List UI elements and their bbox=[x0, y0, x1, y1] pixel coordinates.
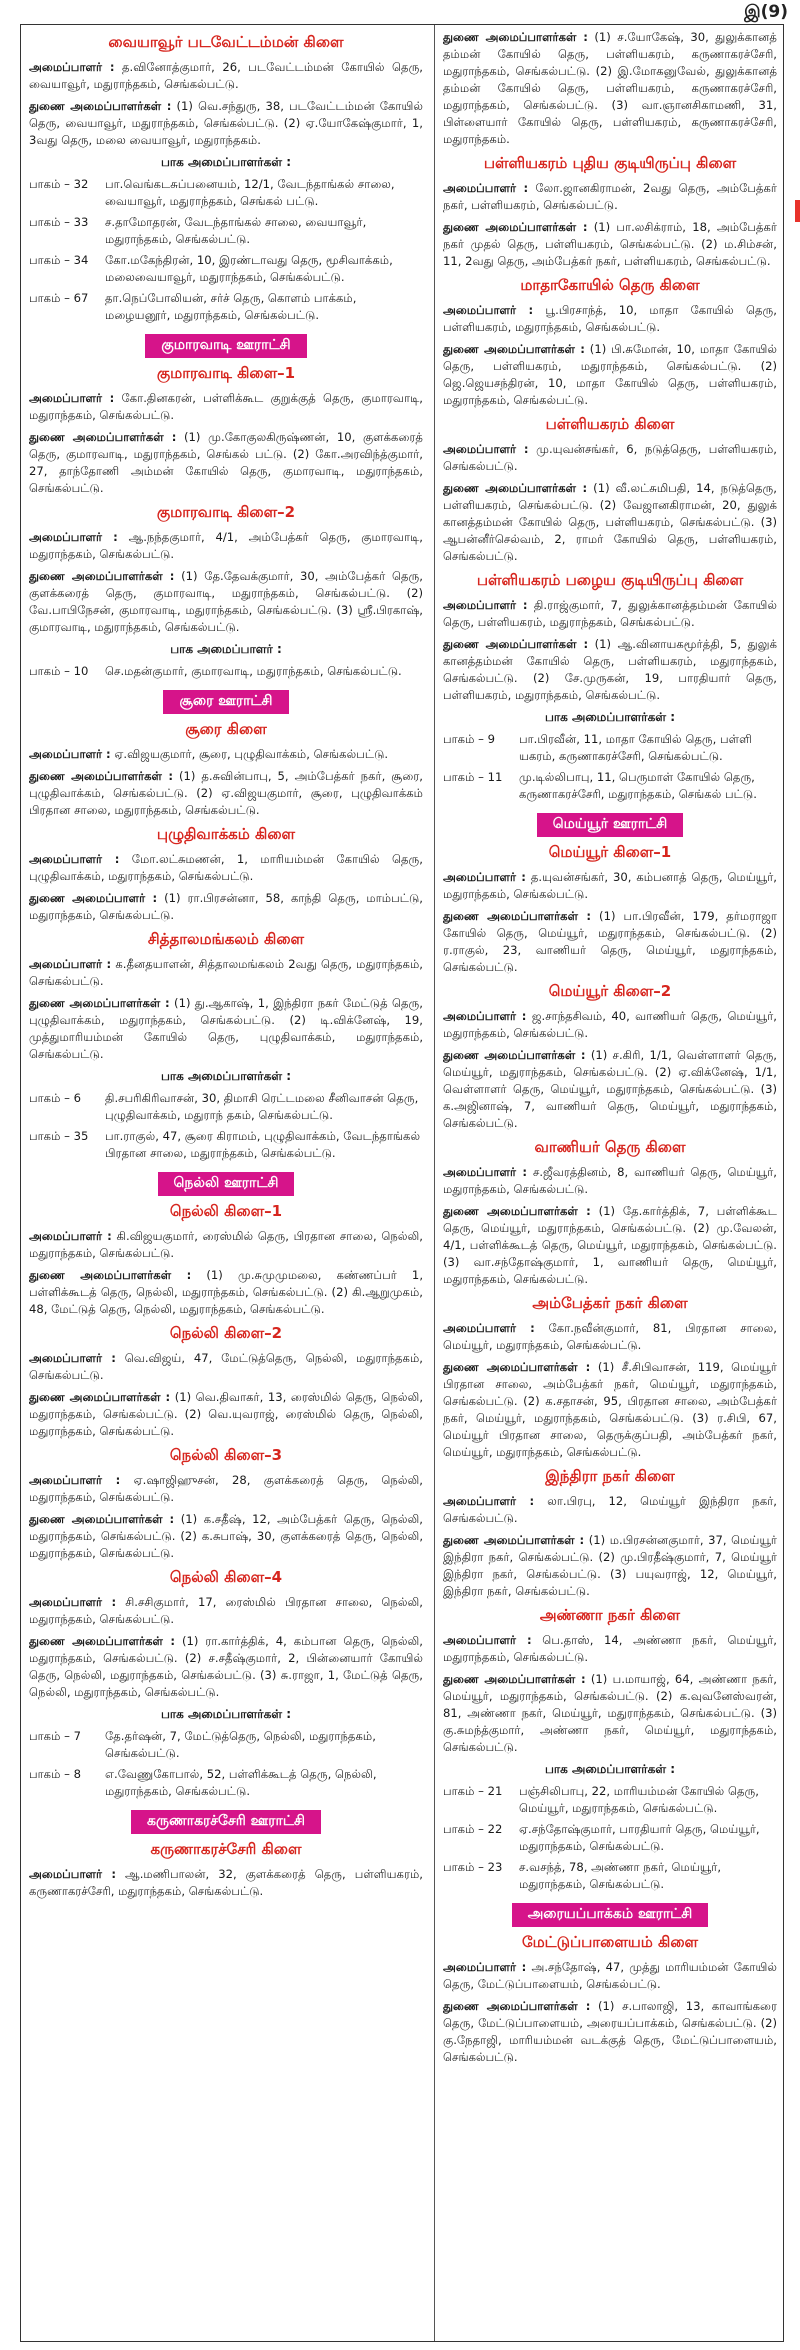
booth-row bbox=[443, 1783, 777, 1817]
booth-number: பாகம் – 21 bbox=[443, 1784, 503, 1798]
member-details: (1) மு.சுமுமுமலை, கண்ணப்பர் 1, பள்ளிக்கூடத் தெரு, நெல்லி, மதுராந்தகம், செங்கல்பட்டு. (2) கி.ஆறுமுகம், 48, மேட்டுத் தெரு, நெல்லி, மதுராந்தகம், செங்கல்பட்டு. bbox=[29, 1268, 423, 1316]
branch-title: வையாவூர் படவேட்டம்மன் கிளை bbox=[108, 33, 344, 51]
member-details: (1) ச.யோகேஷ், 30, துலுக்கானத் தம்மன் கோயில் தெரு, பள்ளியகரம், கருணாகரச்சேரி, மதுராந்தகம், செங்கல்பட்டு. (2) இ.மோகனுவேல், துலுக்கானத் தம்மன் கோயில் தெரு, பள்ளியகரம், கருணாகரச்சேரி, மதுராந்தகம், செங்கல்பட்டு. (3) வா.ஞானசிகாமணி, 31, பிள்ளையார் கோயில் தெரு, பள்ளியகரம், கருணாகரச்சேரி, மதுராந்தகம். bbox=[443, 30, 777, 146]
branch-section bbox=[443, 276, 777, 409]
branch-title: சூரை கிளை bbox=[185, 720, 267, 738]
booth-row bbox=[29, 1728, 423, 1762]
booth-organizer: ஏ.சந்தோஷ்குமார், பாரதியார் தெரு, மெய்யூர், மதுராந்தகம், செங்கல்பட்டு. bbox=[519, 1822, 760, 1853]
role-label: துணை அமைப்பாளர்கள் : bbox=[443, 220, 588, 234]
role-label: துணை அமைப்பாளர்கள் : bbox=[29, 1268, 192, 1282]
member-details: மோ.லட்சுமணன், 1, மாரியம்மன் கோயில் தெரு, புழுதிவாக்கம், மதுராந்தகம், செங்கல்பட்டு. bbox=[29, 852, 423, 883]
member-details: கி.விஜயகுமார், ரைஸ்மில் தெரு, பிரதான சாலை, நெல்லி, மதுராந்தகம், செங்கல்பட்டு. bbox=[29, 1229, 423, 1260]
role-label: துணை அமைப்பாளர்கள் : bbox=[443, 342, 585, 356]
branch-section bbox=[29, 334, 423, 497]
role-label: துணை அமைப்பாளர்கள் : bbox=[29, 569, 175, 583]
member-entry bbox=[443, 1320, 777, 1354]
branch-title: நெல்லி கிளை–3 bbox=[169, 1446, 283, 1464]
role-label: அமைப்பாளர் : bbox=[443, 1633, 532, 1647]
member-entry bbox=[29, 1350, 423, 1384]
booth-number: பாகம் – 33 bbox=[29, 215, 89, 229]
role-label: துணை அமைப்பாளர்கள் : bbox=[443, 481, 588, 495]
member-entry bbox=[29, 956, 423, 990]
top-strip bbox=[0, 0, 800, 24]
branch-title: சித்தாலமங்கலம் கிளை bbox=[147, 930, 305, 948]
role-label: அமைப்பாளர் : bbox=[443, 598, 528, 612]
booth-organizer: ச.வசந்த், 78, அண்ணா நகர், மெய்யூர், மதுராந்தகம், செங்கல்பட்டு. bbox=[519, 1860, 722, 1891]
branch-section bbox=[29, 503, 423, 680]
role-label: அமைப்பாளர் : bbox=[29, 1229, 112, 1243]
member-entry bbox=[443, 1632, 777, 1666]
member-entry bbox=[443, 480, 777, 565]
booth-number: பாகம் – 23 bbox=[443, 1860, 503, 1874]
side-tab-marker bbox=[795, 200, 800, 222]
booth-organizer: மு.டில்லிபாபு, 11, பெருமாள் கோயில் தெரு, கருணாகரச்சேரி, மதுராந்தகம், செங்கல் பட்டு. bbox=[519, 770, 757, 801]
branch-section bbox=[29, 1446, 423, 1562]
branch-title: மெய்யூர் கிளை–2 bbox=[548, 982, 672, 1000]
member-entry bbox=[29, 390, 423, 424]
booth-row bbox=[29, 176, 423, 210]
branch-section bbox=[29, 825, 423, 924]
member-entry bbox=[29, 1866, 423, 1900]
member-details: சி.சசிகுமார், 17, ரைஸ்மில் பிரதான சாலை, நெல்லி, மதுராந்தகம், செங்கல்பட்டு. bbox=[29, 1595, 423, 1626]
booth-number: பாகம் – 6 bbox=[29, 1091, 81, 1105]
role-label: அமைப்பாளர் : bbox=[443, 303, 534, 317]
booth-row bbox=[443, 1821, 777, 1855]
member-details: கோ.நவீன்குமார், 81, பிரதான சாலை, மெய்யூர், மதுராந்தகம், செங்கல்பட்டு. bbox=[443, 1321, 777, 1352]
member-entry bbox=[29, 851, 423, 885]
role-label: துணை அமைப்பாளர்கள் : bbox=[29, 1512, 175, 1526]
booth-heading: பாக அமைப்பாளர்கள் : bbox=[160, 1707, 292, 1721]
role-label: துணை அமைப்பாளர்கள் : bbox=[443, 30, 588, 44]
branch-section bbox=[443, 29, 777, 148]
branch-section bbox=[29, 1810, 423, 1900]
member-details: மு.யுவன்சங்கர், 6, நடுத்தெரு, பள்ளியகரம், செங்கல்பட்டு. bbox=[443, 442, 777, 473]
member-entry bbox=[443, 1532, 777, 1600]
member-entry bbox=[29, 1633, 423, 1701]
booth-heading: பாக அமைப்பாளர்கள் : bbox=[544, 1762, 676, 1776]
booth-number: பாகம் – 22 bbox=[443, 1822, 503, 1836]
booth-organizer: தி.சபரிகிரிவாசன், 30, திமாசி ரெட்டமலை சீனிவாசன் தெரு, புழுதிவாக்கம், மதுராந் தகம், செங்கல்பட்டு. bbox=[105, 1091, 419, 1122]
member-entry bbox=[443, 1359, 777, 1461]
role-label: துணை அமைப்பாளர்கள் : bbox=[29, 430, 177, 444]
member-details: (1) ரா.கார்த்திக், 4, கம்பான தெரு, நெல்லி, மதுராந்தகம், செங்கல்பட்டு. (2) ச.சதீஷ்குமார், 2, பின்னையார் கோயில் தெரு, நெல்லி, மதுராந்தகம், செங்கல்பட்டு. (3) சு.ராஜா, 1, மேட்டுத் தெரு, நெல்லி, மதுராந்தகம், செங்கல்பட்டு. bbox=[29, 1634, 423, 1699]
member-details: ஆ.நந்தகுமார், 4/1, அம்பேத்கர் தெரு, குமாரவாடி, மதுராந்தகம், செங்கல்பட்டு. bbox=[29, 530, 423, 561]
role-label: துணை அமைப்பாளர்கள் : bbox=[29, 769, 173, 783]
booth-row bbox=[443, 1859, 777, 1893]
booth-row bbox=[29, 1128, 423, 1162]
member-details: (1) ச.கிரி, 1/1, வெள்ளாளர் தெரு, மெய்யூர், மதுராந்தகம், செங்கல்பட்டு. (2) ஏ.விக்னேஷ், 1/1, வெள்ளாளர் தெரு, மெய்யூர், மதுராந்தகம், செங்கல்பட்டு. (3) க.அஜினாஷ், 7, வாணியர் தெரு, மெய்யூர், மதுராந்தகம், செங்கல்பட்டு. bbox=[443, 1048, 777, 1130]
booth-organizer: தா.நெப்போலியன், சர்ச் தெரு, கொளம் பாக்கம், மழையனூர், மதுராந்தகம், செங்கல்பட்டு. bbox=[105, 291, 357, 322]
role-label: அமைப்பாளர் : bbox=[29, 957, 112, 971]
member-details: (1) ப.மாயாஜ், 64, அண்ணா நகர், மெய்யூர், மதுராந்தகம், செங்கல்பட்டு. (2) க.வுவனேஸ்வரன், 81, அண்ணா நகர், மெய்யூர், மதுராந்தகம், செங்கல்பட்டு. (3) கு.சுமந்த்குமார், அண்ணா நகர், மெய்யூர், மதுராந்தகம், செங்கல்பட்டு. bbox=[443, 1672, 777, 1754]
newspaper-page bbox=[20, 24, 784, 2342]
member-details: (1) வெ.சந்துரு, 38, படவேட்டம்மன் கோயில் தெரு, வையாவூர், மதுராந்தகம், செங்கல்பட்டு. (2) ஏ.யோகேஷ்குமார், 1, 3வது தெரு, மலை வையாவூர், மதுராந்தகம். bbox=[29, 99, 423, 147]
booth-number: பாகம் – 8 bbox=[29, 1767, 81, 1781]
branch-section bbox=[29, 690, 423, 819]
member-details: ஏ.ஷாஜிஹுசன், 28, குளக்கரைத் தெரு, நெல்லி, மதுராந்தகம், செங்கல்பட்டு. bbox=[29, 1473, 423, 1504]
member-details: (1) பி.சுமோன், 10, மாதா கோயில் தெரு, பள்ளியகரம், மதுராந்தகம், செங்கல்பட்டு. (2) ஜெ.ஜெயசந்திரன், 10, மாதா கோயில் தெரு, பள்ளியகரம், மதுராந்தகம், செங்கல்பட்டு. bbox=[443, 342, 777, 407]
member-entry bbox=[29, 568, 423, 636]
booth-number: பாகம் – 11 bbox=[443, 770, 503, 784]
role-label: துணை அமைப்பாளர்கள் : bbox=[29, 1634, 175, 1648]
role-label: அமைப்பாளர் : bbox=[29, 1595, 117, 1609]
member-details: லோ.ஜானகிராமன், 2வது தெரு, அம்பேத்கர் நகர், பள்ளியகரம், செங்கல்பட்டு. bbox=[443, 181, 777, 212]
branch-section bbox=[443, 982, 777, 1132]
member-entry bbox=[29, 995, 423, 1063]
member-entry bbox=[29, 1511, 423, 1562]
booth-number: பாகம் – 9 bbox=[443, 732, 495, 746]
member-details: (1) து.ஆகாஷ், 1, இந்திரா நகர் மேட்டுத் தெரு, புழுதிவாக்கம், மதுராந்தகம், செங்கல்பட்டு. (2) டி.விக்னேஷ், 19, முத்துமாரியம்மன் கோயில் தெரு, புழுதிவாக்கம், மதுராந்தகம், செங்கல்பட்டு. bbox=[29, 996, 423, 1061]
booth-number: பாகம் – 7 bbox=[29, 1729, 81, 1743]
panchayat-heading: நெல்லி ஊராட்சி bbox=[158, 1172, 295, 1196]
member-details: (1) த.சுவின்பாபு, 5, அம்பேத்கர் நகர், சூரை, புழுதிவாக்கம், செங்கல்பட்டு. (2) ஏ.விஜயகுமார், சூரை, புழுதிவாக்கம் பிரதான சாலை, மதுராந்தகம், செங்கல்பட்டு. bbox=[29, 769, 423, 817]
booth-row bbox=[443, 769, 777, 803]
branch-title: அம்பேத்கர் நகர் கிளை bbox=[532, 1294, 688, 1312]
branch-section bbox=[443, 813, 777, 976]
booth-heading: பாக அமைப்பாளர் : bbox=[170, 642, 282, 656]
member-details: த.யுவன்சங்கர், 30, கம்பனாத் தெரு, மெய்யூர், மதுராந்தகம், செங்கல்பட்டு. bbox=[443, 870, 777, 901]
role-label: அமைப்பாளர் : bbox=[443, 1494, 535, 1508]
member-details: க.தீனதயாளன், சித்தாலமங்கலம் 2வது தெரு, மதுராந்தகம், செங்கல்பட்டு. bbox=[29, 957, 423, 988]
branch-title: மெய்யூர் கிளை–1 bbox=[548, 843, 672, 861]
member-details: பூ.பிரசாந்த், 10, மாதா கோயில் தெரு, பள்ளியகரம், மதுராந்தகம், செங்கல்பட்டு. bbox=[443, 303, 777, 334]
branch-section bbox=[29, 1172, 423, 1318]
role-label: துணை அமைப்பாளர்கள் : bbox=[29, 996, 170, 1010]
member-details: ச.ஜீவரத்தினம், 8, வாணியர் தெரு, மெய்யூர், மதுராந்தகம், செங்கல்பட்டு. bbox=[443, 1165, 777, 1196]
member-details: அ.சந்தோஷ், 47, முத்து மாரியம்மன் கோயில் தெரு, மேட்டுப்பாளையம், செங்கல்பட்டு. bbox=[443, 1960, 777, 1991]
member-details: (1) வெ.திவாகர், 13, ரைஸ்மில் தெரு, நெல்லி, மதுராந்தகம், செங்கல்பட்டு. (2) வெ.யுவராஜ், ரைஸ்மில் தெரு, நெல்லி, மதுராந்தகம், செங்கல்பட்டு. bbox=[29, 1390, 423, 1438]
booth-row bbox=[29, 663, 423, 680]
member-entry bbox=[29, 1594, 423, 1628]
member-details: (1) ச.பாலாஜி, 13, காவாங்கரை தெரு, மேட்டுப்பாளையம், அரையப்பாக்கம், செங்கல்பட்டு. (2) கு.நேதாஜி, மாரியம்மன் வடக்குத் தெரு, மேட்டுப்பாளையம், செங்கல்பட்டு. bbox=[443, 1999, 777, 2064]
member-details: த.வினோத்குமார், 26, படவேட்டம்மன் கோயில் தெரு, வையாவூர், மதுராந்தகம், செங்கல்பட்டு. bbox=[29, 60, 423, 91]
panchayat-heading: குமாரவாடி ஊராட்சி bbox=[145, 334, 306, 358]
member-details: வெ.விஜய், 47, மேட்டுத்தெரு, நெல்லி, மதுராந்தகம், செங்கல்பட்டு. bbox=[29, 1351, 423, 1382]
branch-section bbox=[443, 571, 777, 803]
member-details: (1) சீ.சிபிவாசன், 119, மெய்யூர் பிரதான சாலை, அம்பேத்கர் நகர், மெய்யூர், மதுராந்தகம், செங்கல்பட்டு. (2) க.சதாசன், 95, பிரதான சாலை, அம்பேத்கர் நகர், மெய்யூர், மதுராந்தகம், செங்கல்பட்டு. (3) ர.சிபி, 67, மெய்யூர் பிரதான சாலை, தெருக்குப்பதி, அம்பேத்கர் நகர், மெய்யூர், மதுராந்தகம், செங்கல்பட்டு. bbox=[443, 1360, 777, 1459]
member-details: (1) ம.பிரசன்னகுமார், 37, மெய்யூர் இந்திரா நகர், செங்கல்பட்டு. (2) மு.பிரதீஷ்குமார், 7, மெய்யூர் இந்திரா நகர், செங்கல்பட்டு. (3) பயுவராஜ், 12, மெய்யூர், இந்திரா நகர், செங்கல்பட்டு. bbox=[443, 1533, 777, 1598]
role-label: துணை அமைப்பாளர்கள் : bbox=[443, 1204, 591, 1218]
role-label: அமைப்பாளர் : bbox=[29, 747, 111, 761]
member-entry bbox=[443, 869, 777, 903]
member-entry bbox=[29, 1228, 423, 1262]
member-entry bbox=[443, 341, 777, 409]
role-label: துணை அமைப்பாளர்கள் : bbox=[443, 1360, 591, 1374]
branch-section bbox=[29, 1324, 423, 1440]
member-details: ஏ.விஜயகுமார், சூரை, புழுதிவாக்கம், செங்கல்பட்டு. bbox=[110, 747, 389, 761]
booth-number: பாகம் – 10 bbox=[29, 664, 89, 678]
member-entry bbox=[29, 890, 423, 924]
role-label: அமைப்பாளர் : bbox=[29, 1473, 121, 1487]
member-entry bbox=[443, 1203, 777, 1288]
branch-section bbox=[443, 1903, 777, 2066]
panchayat-heading: அரையப்பாக்கம் ஊராட்சி bbox=[512, 1903, 709, 1927]
booth-row bbox=[29, 214, 423, 248]
branch-section bbox=[29, 33, 423, 324]
member-entry bbox=[29, 746, 423, 763]
member-details: பெ.தாஸ், 14, அண்ணா நகர், மெய்யூர், மதுராந்தகம், செங்கல்பட்டு. bbox=[443, 1633, 777, 1664]
role-label: துணை அமைப்பாளர்கள் : bbox=[29, 1390, 171, 1404]
member-details: ஜ.சாந்தசிவம், 40, வாணியர் தெரு, மெய்யூர், மதுராந்தகம், செங்கல்பட்டு. bbox=[443, 1009, 777, 1040]
role-label: அமைப்பாளர் : bbox=[443, 1321, 535, 1335]
role-label: அமைப்பாளர் : bbox=[443, 181, 529, 195]
member-entry bbox=[443, 29, 777, 148]
role-label: அமைப்பாளர் : bbox=[29, 391, 115, 405]
member-entry bbox=[29, 1472, 423, 1506]
member-entry bbox=[443, 597, 777, 631]
branch-title: அண்ணா நகர் கிளை bbox=[539, 1606, 681, 1624]
booth-row bbox=[29, 252, 423, 286]
branch-section bbox=[443, 1606, 777, 1893]
member-details: (1) பா.பிரவீன், 179, தர்மராஜா கோயில் தெரு, மெய்யூர், மதுராந்தகம், செங்கல்பட்டு. (2) ர.ராகுல், 23, வாணியர் தெரு, மெய்யூர், மதுராந்தகம், செங்கல்பட்டு. bbox=[443, 909, 777, 974]
role-label: துணை அமைப்பாளர்கள் : bbox=[29, 99, 172, 113]
member-details: (1) பா.லசிக்ராம், 18, அம்பேத்கர் நகர் முதல் தெரு, பள்ளியகரம், செங்கல்பட்டு. (2) ம.சிம்சன், 11, 2வது தெரு, அம்பேத்கர் நகர், பள்ளியகரம், செங்கல்பட்டு. bbox=[443, 220, 777, 268]
branch-section bbox=[443, 1138, 777, 1288]
booth-row bbox=[29, 290, 423, 324]
booth-organizer: செ.மதன்குமார், குமாரவாடி, மதுராந்தகம், செங்கல்பட்டு. bbox=[105, 664, 402, 678]
booth-number: பாகம் – 32 bbox=[29, 177, 89, 191]
panchayat-heading: சூரை ஊராட்சி bbox=[163, 690, 288, 714]
right-column bbox=[443, 29, 777, 2341]
role-label: அமைப்பாளர் : bbox=[29, 852, 120, 866]
booth-organizer: தே.தர்ஷன், 7, மேட்டுத்தெரு, நெல்லி, மதுராந்தகம், செங்கல்பட்டு. bbox=[105, 1729, 376, 1760]
booth-organizer: ச.தாமோதரன், வேடந்தாங்கல் சாலை, வையாவூர், மதுராந்தகம், செங்கல்பட்டு. bbox=[105, 215, 367, 246]
member-details: (1) தே.தேவக்குமார், 30, அம்பேத்கர் தெரு, குளக்கரைத் தெரு, குமாரவாடி, மதுராந்தகம், செங்கல்பட்டு. (2) வே.பாபிநேசன், குமாரவாடி, மதுராந்தகம், செங்கல்பட்டு. (3) ஸ்ரீ.பிரகாஷ், குமாரவாடி, மதுராந்தகம், செங்கல்பட்டு. bbox=[29, 569, 423, 634]
member-entry bbox=[29, 529, 423, 563]
booth-organizer: பா.வெங்கடசுப்பனையம், 12/1, வேடந்தாங்கல் சாலை, வையாவூர், மதுராந்தகம், செங்கல் பட்டு. bbox=[105, 177, 395, 208]
member-entry bbox=[443, 1671, 777, 1756]
role-label: அமைப்பாளர் : bbox=[443, 1009, 527, 1023]
member-entry bbox=[443, 1047, 777, 1132]
branch-title: மாதாகோயில் தெரு கிளை bbox=[520, 276, 700, 294]
branch-section bbox=[443, 415, 777, 565]
branch-title: நெல்லி கிளை–4 bbox=[169, 1568, 283, 1586]
member-entry bbox=[443, 1998, 777, 2066]
member-entry bbox=[443, 180, 777, 214]
role-label: துணை அமைப்பாளர்கள் : bbox=[443, 1672, 586, 1686]
booth-row bbox=[29, 1090, 423, 1124]
branch-title: பள்ளியகரம் பழைய குடியிருப்பு கிளை bbox=[476, 571, 744, 589]
member-details: தி.ராஜ்குமார், 7, துலுக்கானத்தம்மன் கோயில் தெரு, பள்ளியகரம், மதுராந்தகம், செங்கல்பட்டு. bbox=[443, 598, 777, 629]
branch-title: மேட்டுப்பாளையம் கிளை bbox=[521, 1933, 699, 1951]
member-details: (1) மு.கோகுலகிருஷ்ணன், 10, குளக்கரைத் தெரு, குமாரவாடி, மதுராந்தகம், செங்கல் பட்டு. (2) கோ.அரவிந்த்குமார், 27, தாந்தோணி அம்மன் கோயில் தெரு, குமாரவாடி, மதுராந்தகம், செங்கல்பட்டு. bbox=[29, 430, 423, 495]
role-label: துணை அமைப்பாளர்கள் : bbox=[443, 909, 592, 923]
role-label: அமைப்பாளர் : bbox=[443, 442, 529, 456]
booth-number: பாகம் – 34 bbox=[29, 253, 89, 267]
branch-title: குமாரவாடி கிளை–1 bbox=[156, 364, 296, 382]
member-details: கோ.தினகரன், பள்ளிக்கூட குறுக்குத் தெரு, குமாரவாடி, மதுராந்தகம், செங்கல்பட்டு. bbox=[29, 391, 423, 422]
member-entry bbox=[443, 1008, 777, 1042]
branch-title: புழுதிவாக்கம் கிளை bbox=[156, 825, 296, 843]
member-entry bbox=[443, 908, 777, 976]
member-entry bbox=[29, 59, 423, 93]
branch-title: இந்திரா நகர் கிளை bbox=[545, 1467, 675, 1485]
member-entry bbox=[29, 1267, 423, 1318]
member-details: (1) வீ.லட்சுமிபதி, 14, நடுத்தெரு, பள்ளியகரம், செங்கல்பட்டு. (2) வேஜானகிராமன், 20, துலுக் கானத்தம்மன் கோயில் தெரு, பள்ளியகரம், செங்கல்பட்டு. (3) ஆபன்னீர்செல்வம், 2, ராமர் கோயில் தெரு, பள்ளியகரம், செங்கல்பட்டு. bbox=[443, 481, 777, 563]
member-entry bbox=[443, 1164, 777, 1198]
member-details: (1) க.சதீஷ், 12, அம்பேத்கர் தெரு, நெல்லி, மதுராந்தகம், செங்கல்பட்டு. (2) க.சுபாஷ், 30, குளக்கரைத் தெரு, நெல்லி, மதுராந்தகம், செங்கல்பட்டு. bbox=[29, 1512, 423, 1560]
member-details: (1) ஆ.வினாயகமூர்த்தி, 5, துலுக் கானத்தம்மன் கோயில் தெரு, பள்ளியகரம், மதுராந்தகம், செங்கல்பட்டு. (2) சே.முருகன், 19, பாரதியார் தெரு, பள்ளியகரம், மதுராந்தகம், செங்கல்பட்டு. bbox=[443, 637, 777, 702]
page-marker: இ(9) bbox=[744, 2, 788, 22]
booth-row bbox=[29, 1766, 423, 1800]
member-details: (1) தே.கார்த்திக், 7, பள்ளிக்கூட தெரு, மெய்யூர், மதுராந்தகம், செங்கல்பட்டு. (2) மு.வேலன், 4/1, பள்ளிக்கூடத் தெரு, மெய்யூர், மதுராந்தகம், செங்கல்பட்டு. (3) வா.சந்தோஷ்குமார், 1, வாணியர் தெரு, மெய்யூர், மதுராந்தகம், செங்கல்பட்டு. bbox=[443, 1204, 777, 1286]
role-label: துணை அமைப்பாளர்கள் : bbox=[443, 1999, 591, 2013]
branch-title: பள்ளியகரம் புதிய குடியிருப்பு கிளை bbox=[483, 154, 737, 172]
role-label: அமைப்பாளர் : bbox=[29, 1867, 117, 1881]
role-label: துணை அமைப்பாளர்கள் : bbox=[443, 637, 589, 651]
branch-section bbox=[443, 1467, 777, 1600]
booth-row bbox=[443, 731, 777, 765]
member-entry bbox=[29, 429, 423, 497]
booth-heading: பாக அமைப்பாளர்கள் : bbox=[544, 710, 676, 724]
left-column bbox=[29, 29, 423, 2341]
branch-title: வாணியர் தெரு கிளை bbox=[534, 1138, 686, 1156]
panchayat-heading: மெய்யூர் ஊராட்சி bbox=[537, 813, 684, 837]
branch-title: குமாரவாடி கிளை–2 bbox=[156, 503, 296, 521]
booth-heading: பாக அமைப்பாளர்கள் : bbox=[160, 155, 292, 169]
panchayat-heading: கருணாகரச்சேரி ஊராட்சி bbox=[131, 1810, 321, 1834]
member-entry bbox=[443, 219, 777, 270]
booth-heading: பாக அமைப்பாளர்கள் : bbox=[160, 1069, 292, 1083]
role-label: துணை அமைப்பாளர் : bbox=[29, 891, 158, 905]
role-label: அமைப்பாளர் : bbox=[29, 60, 115, 74]
booth-number: பாகம் – 35 bbox=[29, 1129, 89, 1143]
booth-organizer: பா.ராகுல், 47, சூரை கிராமம், புழுதிவாக்கம், வேடந்தாங்கல் பிரதான சாலை, மதுராந்தகம், செங்கல்பட்டு. bbox=[105, 1129, 421, 1160]
member-entry bbox=[29, 98, 423, 149]
branch-title: பள்ளியகரம் கிளை bbox=[545, 415, 675, 433]
role-label: அமைப்பாளர் : bbox=[29, 530, 118, 544]
member-details: ஆ.மணிபாலன், 32, குளக்கரைத் தெரு, பள்ளியகரம், கருணாகரச்சேரி, மதுராந்தகம், செங்கல்பட்டு. bbox=[29, 1867, 423, 1898]
booth-organizer: எ.வேணுகோபால், 52, பள்ளிக்கூடத் தெரு, நெல்லி, மதுராந்தகம், செங்கல்பட்டு. bbox=[105, 1767, 377, 1798]
booth-organizer: பஞ்சிலிபாபு, 22, மாரியம்மன் கோயில் தெரு, மெய்யூர், மதுராந்தகம், செங்கல்பட்டு. bbox=[519, 1784, 759, 1815]
member-details: லா.பிரபு, 12, மெய்யூர் இந்திரா நகர், செங்கல்பட்டு. bbox=[443, 1494, 777, 1525]
member-entry bbox=[443, 302, 777, 336]
member-entry bbox=[443, 1493, 777, 1527]
member-entry bbox=[443, 441, 777, 475]
booth-organizer: பா.பிரவீன், 11, மாதா கோயில் தெரு, பள்ளி யகரம், கருணாகரச்சேரி, செங்கல்பட்டு. bbox=[519, 732, 752, 763]
role-label: துணை அமைப்பாளர்கள் : bbox=[443, 1533, 585, 1547]
booth-number: பாகம் – 67 bbox=[29, 291, 89, 305]
booth-organizer: கோ.மகேந்திரன், 10, இரண்டாவது தெரு, மூசிவாக்கம், மலைவையாவூர், மதுராந்தகம், செங்கல்பட்டு. bbox=[105, 253, 393, 284]
role-label: அமைப்பாளர் : bbox=[443, 1960, 527, 1974]
member-entry bbox=[29, 1389, 423, 1440]
branch-section bbox=[443, 154, 777, 270]
branch-section bbox=[29, 930, 423, 1162]
member-entry bbox=[443, 636, 777, 704]
branch-title: நெல்லி கிளை–2 bbox=[169, 1324, 283, 1342]
branch-title: கருணாகரச்சேரி கிளை bbox=[150, 1840, 302, 1858]
role-label: அமைப்பாளர் : bbox=[29, 1351, 116, 1365]
member-entry bbox=[443, 1959, 777, 1993]
branch-title: நெல்லி கிளை–1 bbox=[169, 1202, 283, 1220]
role-label: அமைப்பாளர் : bbox=[443, 870, 526, 884]
member-details: (1) ரா.பிரசன்னா, 58, காந்தி தெரு, மாம்பட்டு, மதுராந்தகம், செங்கல்பட்டு. bbox=[29, 891, 423, 922]
branch-section bbox=[443, 1294, 777, 1461]
column-divider bbox=[434, 25, 435, 2341]
role-label: துணை அமைப்பாளர்கள் : bbox=[443, 1048, 586, 1062]
member-entry bbox=[29, 768, 423, 819]
branch-section bbox=[29, 1568, 423, 1800]
role-label: அமைப்பாளர் : bbox=[443, 1165, 527, 1179]
